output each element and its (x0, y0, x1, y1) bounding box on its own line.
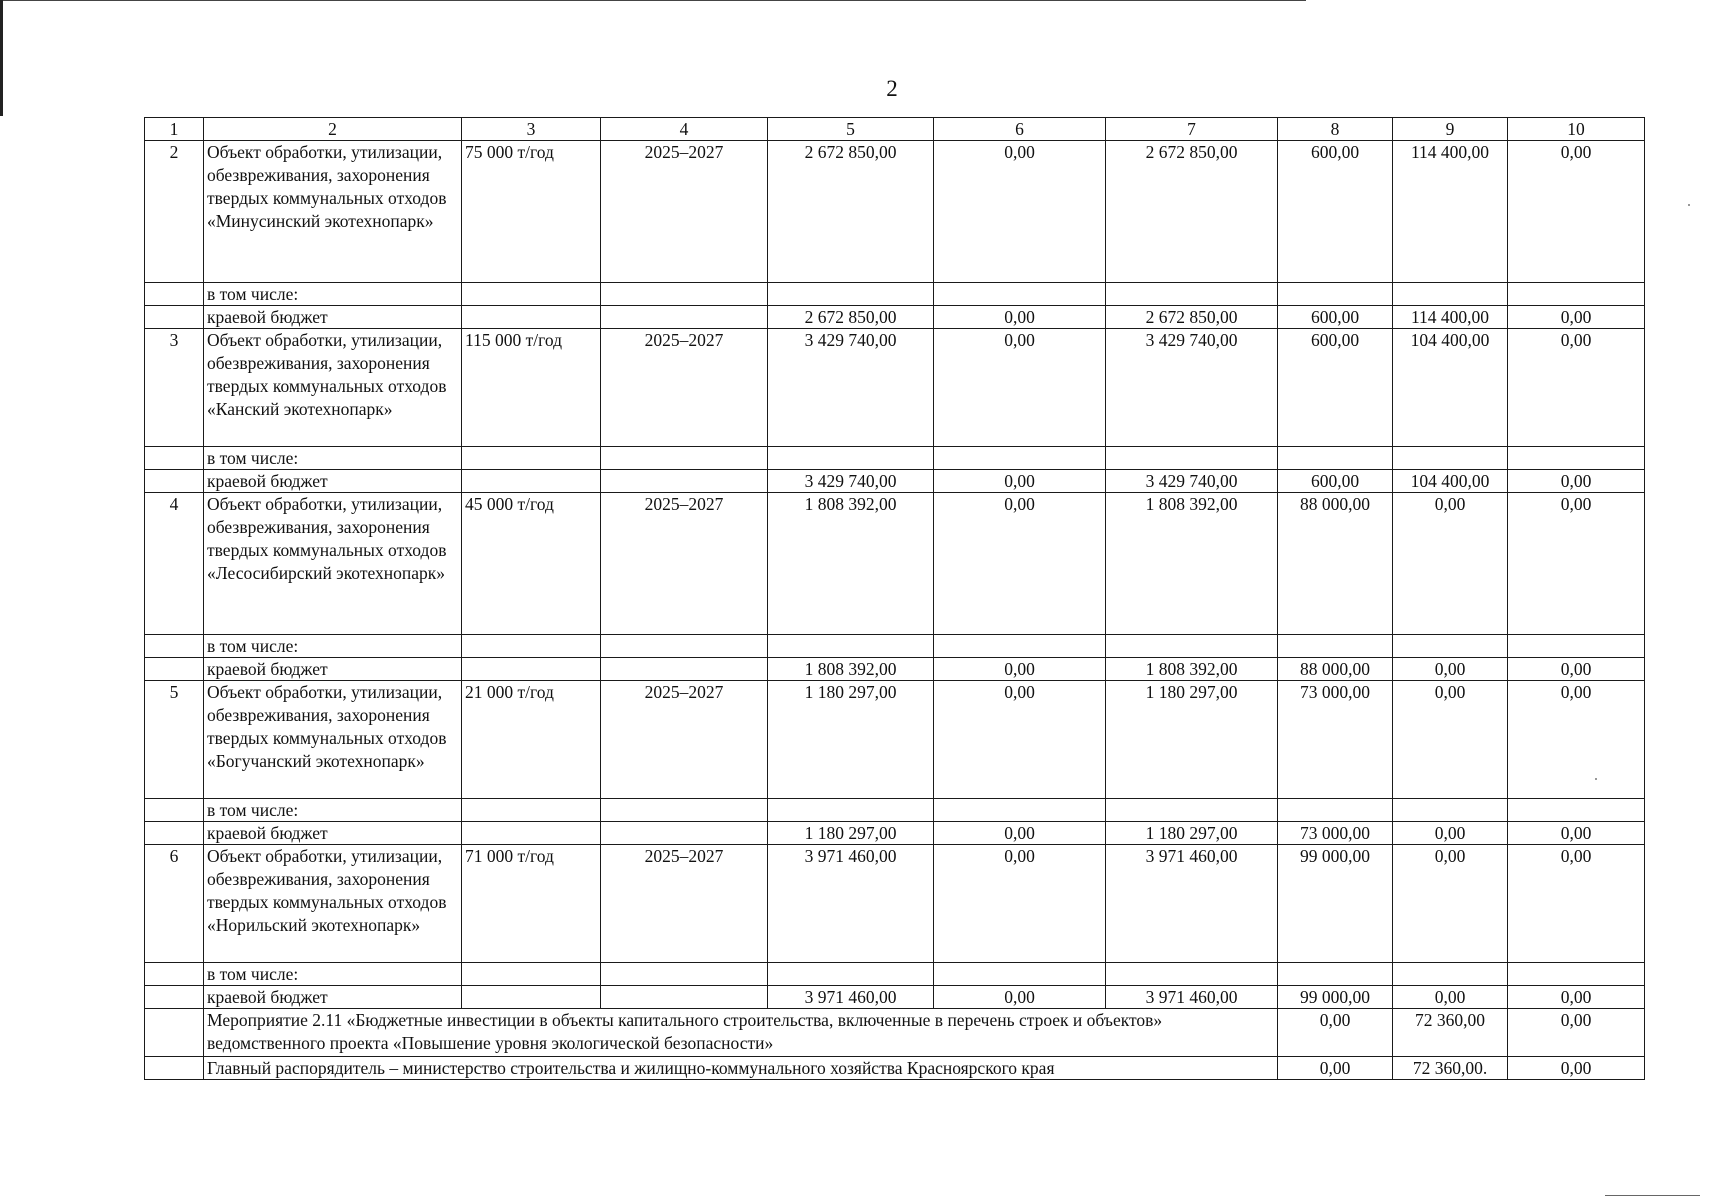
empty-cell (462, 635, 601, 658)
empty-cell (462, 447, 601, 470)
value-cell: 1 808 392,00 (768, 658, 934, 681)
value-cell: 600,00 (1278, 470, 1393, 493)
empty-cell (1508, 283, 1645, 306)
empty-cell (462, 822, 601, 845)
object-capacity: 21 000 т/год (462, 681, 601, 799)
column-number: 7 (1106, 118, 1278, 141)
value-cell: 0,00 (1508, 1009, 1645, 1057)
empty-cell (462, 470, 601, 493)
empty-cell (601, 986, 768, 1009)
object-name: Объект обработки, утилизации, обезвреживания, захоронения твердых коммунальных отходов «Канский экотехнопарк» (204, 329, 462, 447)
budget-table (144, 117, 1645, 1080)
empty-cell (768, 963, 934, 986)
empty-cell (934, 799, 1106, 822)
value-cell: 600,00 (1278, 141, 1393, 283)
object-row (145, 329, 1645, 447)
row-number: 2 (145, 141, 204, 283)
object-name: Объект обработки, утилизации, обезвреживания, захоронения твердых коммунальных отходов «Минусинский экотехнопарк» (204, 141, 462, 283)
budget-row (145, 986, 1645, 1009)
page-number: 2 (886, 76, 898, 101)
value-cell: 0,00 (1508, 822, 1645, 845)
value-cell: 0,00 (1508, 306, 1645, 329)
object-period: 2025–2027 (601, 493, 768, 635)
value-cell: 3 429 740,00 (1106, 329, 1278, 447)
empty-cell (1106, 635, 1278, 658)
empty-cell (934, 447, 1106, 470)
column-number: 8 (1278, 118, 1393, 141)
object-capacity: 71 000 т/год (462, 845, 601, 963)
value-cell: 0,00 (1393, 986, 1508, 1009)
value-cell: 0,00 (934, 329, 1106, 447)
empty-cell (462, 658, 601, 681)
value-cell: 0,00 (1508, 493, 1645, 635)
column-number: 3 (462, 118, 601, 141)
value-cell: 72 360,00 (1393, 1009, 1508, 1057)
empty-cell (601, 283, 768, 306)
including-row (145, 799, 1645, 822)
value-cell: 0,00 (934, 681, 1106, 799)
value-cell: 0,00 (1393, 658, 1508, 681)
column-number: 9 (1393, 118, 1508, 141)
empty-cell (601, 447, 768, 470)
page-edge-top (0, 0, 1306, 1)
value-cell: 3 971 460,00 (1106, 986, 1278, 1009)
value-cell: 3 971 460,00 (768, 986, 934, 1009)
including-label: в том числе: (204, 447, 462, 470)
empty-cell (601, 822, 768, 845)
object-period: 2025–2027 (601, 329, 768, 447)
empty-cell (145, 799, 204, 822)
empty-cell (145, 470, 204, 493)
value-cell: 3 971 460,00 (768, 845, 934, 963)
object-capacity: 115 000 т/год (462, 329, 601, 447)
empty-cell (462, 306, 601, 329)
budget-label: краевой бюджет (204, 986, 462, 1009)
measure-description: Мероприятие 2.11 «Бюджетные инвестиции в объекты капитального строительства, включенные в перечень строек и объектов» ведомственного проекта «Повышение уровня экологической безопасности» (204, 1009, 1278, 1057)
value-cell: 0,00 (1393, 493, 1508, 635)
empty-cell (462, 963, 601, 986)
manager-row (145, 1057, 1645, 1080)
including-label: в том числе: (204, 283, 462, 306)
value-cell: 3 971 460,00 (1106, 845, 1278, 963)
empty-cell (1393, 799, 1508, 822)
column-number: 2 (204, 118, 462, 141)
value-cell: 1 180 297,00 (768, 822, 934, 845)
empty-cell (1508, 963, 1645, 986)
column-number-row (145, 118, 1645, 141)
value-cell: 0,00 (934, 822, 1106, 845)
value-cell: 0,00 (934, 658, 1106, 681)
empty-cell (768, 635, 934, 658)
value-cell: 104 400,00 (1393, 329, 1508, 447)
empty-cell (1508, 799, 1645, 822)
empty-cell (1106, 799, 1278, 822)
empty-cell (601, 799, 768, 822)
budget-label: краевой бюджет (204, 822, 462, 845)
value-cell: 0,00 (1508, 141, 1645, 283)
value-cell: 600,00 (1278, 329, 1393, 447)
value-cell: 73 000,00 (1278, 681, 1393, 799)
empty-cell (768, 799, 934, 822)
value-cell: 0,00 (1393, 681, 1508, 799)
manager-description: Главный распорядитель – министерство строительства и жилищно-коммунального хозяйства Красноярского края (204, 1057, 1278, 1080)
object-name: Объект обработки, утилизации, обезвреживания, захоронения твердых коммунальных отходов «Норильский экотехнопарк» (204, 845, 462, 963)
including-row (145, 963, 1645, 986)
object-row (145, 681, 1645, 799)
value-cell: 0,00 (1508, 986, 1645, 1009)
empty-cell (1393, 963, 1508, 986)
value-cell: 0,00 (934, 470, 1106, 493)
object-row (145, 845, 1645, 963)
value-cell: 3 429 740,00 (1106, 470, 1278, 493)
including-row (145, 283, 1645, 306)
object-period: 2025–2027 (601, 141, 768, 283)
value-cell: 0,00 (934, 141, 1106, 283)
value-cell: 1 180 297,00 (1106, 681, 1278, 799)
value-cell: 1 808 392,00 (768, 493, 934, 635)
empty-cell (1106, 447, 1278, 470)
value-cell: 0,00 (1508, 329, 1645, 447)
value-cell: 114 400,00 (1393, 306, 1508, 329)
value-cell: 0,00 (1508, 470, 1645, 493)
row-number: 4 (145, 493, 204, 635)
including-row (145, 447, 1645, 470)
object-row (145, 141, 1645, 283)
empty-cell (145, 1057, 204, 1080)
empty-cell (1106, 963, 1278, 986)
value-cell: 99 000,00 (1278, 845, 1393, 963)
value-cell: 73 000,00 (1278, 822, 1393, 845)
value-cell: 3 429 740,00 (768, 470, 934, 493)
empty-cell (1278, 799, 1393, 822)
value-cell: 99 000,00 (1278, 986, 1393, 1009)
empty-cell (145, 447, 204, 470)
empty-cell (145, 822, 204, 845)
budget-row (145, 822, 1645, 845)
object-row (145, 493, 1645, 635)
row-number: 6 (145, 845, 204, 963)
value-cell: 0,00 (1393, 822, 1508, 845)
value-cell: 2 672 850,00 (768, 306, 934, 329)
budget-row (145, 470, 1645, 493)
value-cell: 0,00 (934, 845, 1106, 963)
column-number: 5 (768, 118, 934, 141)
empty-cell (601, 658, 768, 681)
empty-cell (1393, 447, 1508, 470)
empty-cell (1393, 283, 1508, 306)
column-number: 10 (1508, 118, 1645, 141)
measure-row (145, 1009, 1645, 1057)
value-cell: 1 180 297,00 (1106, 822, 1278, 845)
scan-speck (1688, 204, 1690, 206)
budget-label: краевой бюджет (204, 658, 462, 681)
empty-cell (601, 963, 768, 986)
value-cell: 0,00 (1508, 658, 1645, 681)
value-cell: 0,00 (1278, 1057, 1393, 1080)
empty-cell (1508, 447, 1645, 470)
value-cell: 0,00 (934, 493, 1106, 635)
empty-cell (1393, 635, 1508, 658)
value-cell: 0,00 (1508, 845, 1645, 963)
value-cell: 0,00 (1278, 1009, 1393, 1057)
value-cell: 1 808 392,00 (1106, 493, 1278, 635)
empty-cell (934, 963, 1106, 986)
scan-mark (1605, 1195, 1700, 1196)
empty-cell (462, 799, 601, 822)
object-period: 2025–2027 (601, 845, 768, 963)
object-period: 2025–2027 (601, 681, 768, 799)
value-cell: 2 672 850,00 (768, 141, 934, 283)
value-cell: 0,00 (1508, 1057, 1645, 1080)
value-cell: 1 808 392,00 (1106, 658, 1278, 681)
empty-cell (1278, 963, 1393, 986)
value-cell: 0,00 (1393, 845, 1508, 963)
value-cell: 2 672 850,00 (1106, 306, 1278, 329)
value-cell: 104 400,00 (1393, 470, 1508, 493)
value-cell: 114 400,00 (1393, 141, 1508, 283)
object-capacity: 45 000 т/год (462, 493, 601, 635)
empty-cell (601, 306, 768, 329)
empty-cell (145, 1009, 204, 1057)
empty-cell (1278, 447, 1393, 470)
empty-cell (145, 306, 204, 329)
column-number: 6 (934, 118, 1106, 141)
value-cell: 72 360,00. (1393, 1057, 1508, 1080)
value-cell: 88 000,00 (1278, 658, 1393, 681)
budget-row (145, 658, 1645, 681)
including-label: в том числе: (204, 799, 462, 822)
object-name: Объект обработки, утилизации, обезвреживания, захоронения твердых коммунальных отходов «Богучанский экотехнопарк» (204, 681, 462, 799)
empty-cell (1278, 283, 1393, 306)
row-number: 3 (145, 329, 204, 447)
empty-cell (1106, 283, 1278, 306)
including-label: в том числе: (204, 635, 462, 658)
including-label: в том числе: (204, 963, 462, 986)
empty-cell (145, 986, 204, 1009)
empty-cell (462, 283, 601, 306)
empty-cell (768, 283, 934, 306)
value-cell: 2 672 850,00 (1106, 141, 1278, 283)
value-cell: 600,00 (1278, 306, 1393, 329)
including-row (145, 635, 1645, 658)
object-capacity: 75 000 т/год (462, 141, 601, 283)
value-cell: 1 180 297,00 (768, 681, 934, 799)
empty-cell (145, 635, 204, 658)
column-number: 1 (145, 118, 204, 141)
empty-cell (462, 986, 601, 1009)
empty-cell (145, 283, 204, 306)
empty-cell (145, 658, 204, 681)
empty-cell (601, 470, 768, 493)
budget-table-body (145, 118, 1645, 1080)
empty-cell (934, 635, 1106, 658)
value-cell: 0,00 (934, 986, 1106, 1009)
value-cell: 0,00 (1508, 681, 1645, 799)
empty-cell (601, 635, 768, 658)
empty-cell (1278, 635, 1393, 658)
value-cell: 88 000,00 (1278, 493, 1393, 635)
row-number: 5 (145, 681, 204, 799)
empty-cell (768, 447, 934, 470)
object-name: Объект обработки, утилизации, обезвреживания, захоронения твердых коммунальных отходов «Лесосибирский экотехнопарк» (204, 493, 462, 635)
budget-label: краевой бюджет (204, 470, 462, 493)
empty-cell (1508, 635, 1645, 658)
budget-row (145, 306, 1645, 329)
column-number: 4 (601, 118, 768, 141)
empty-cell (934, 283, 1106, 306)
empty-cell (145, 963, 204, 986)
value-cell: 3 429 740,00 (768, 329, 934, 447)
budget-label: краевой бюджет (204, 306, 462, 329)
value-cell: 0,00 (934, 306, 1106, 329)
